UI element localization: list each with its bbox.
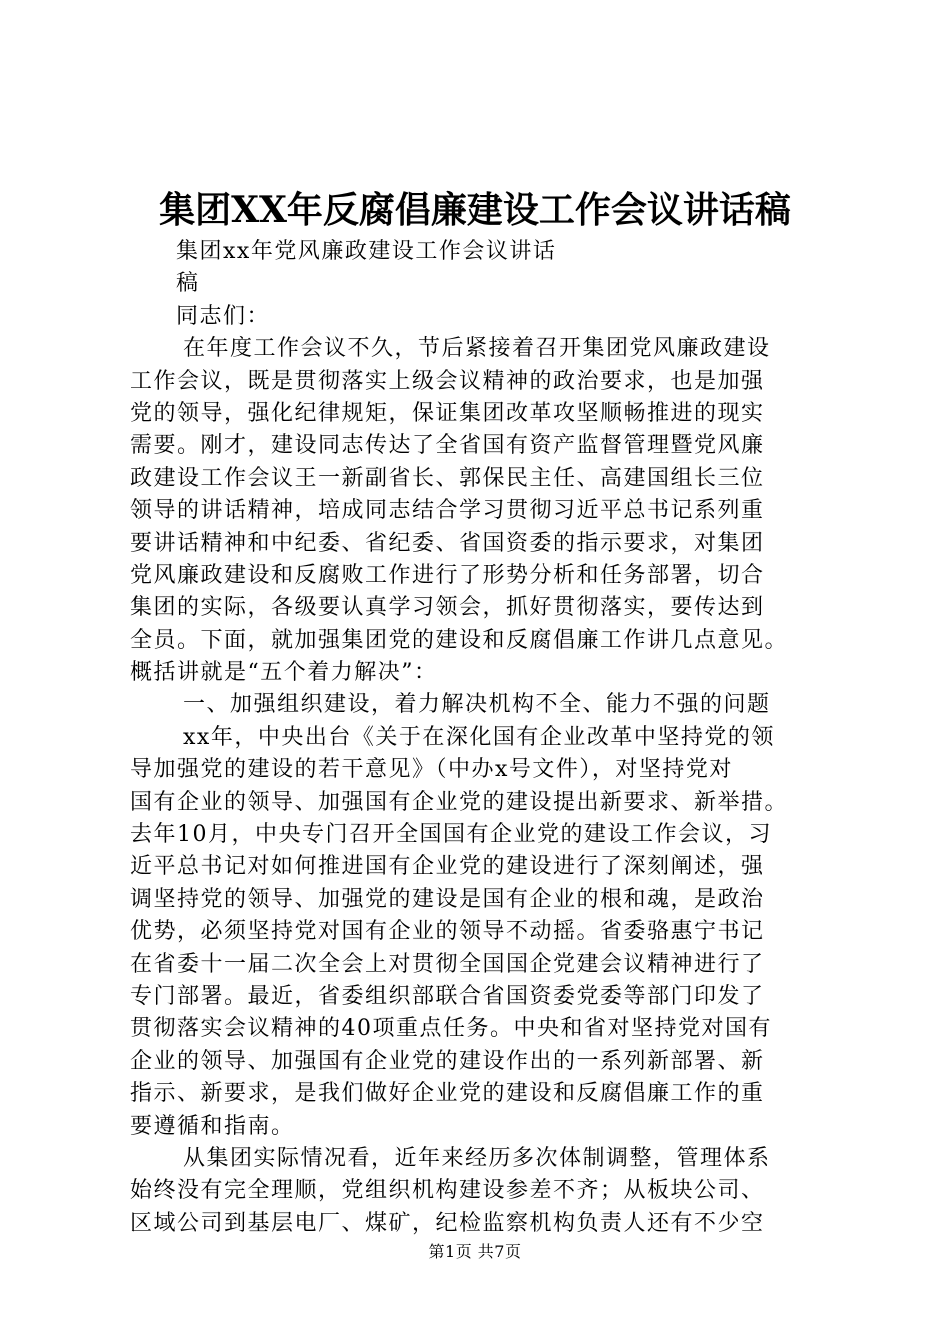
paragraph-line: xx年，中央出台《关于在深化国有企业改革中坚持党的领 xyxy=(183,724,775,750)
salutation: 同志们： xyxy=(176,303,271,329)
subtitle-line-2: 稿 xyxy=(176,271,200,297)
paragraph-line: 要遵循和指南。 xyxy=(130,1113,295,1139)
paragraph-line: 区域公司到基层电厂、煤矿，纪检监察机构负责人还有不少空 xyxy=(130,1210,765,1236)
paragraph-line: 从集团实际情况看，近年来经历多次体制调整，管理体系 xyxy=(183,1145,771,1171)
section-heading: 一、加强组织建设，着力解决机构不全、能力不强的问题 xyxy=(183,692,771,718)
paragraph-line: 政建设工作会议王一新副省长、郭保民主任、高建国组长三位 xyxy=(130,465,765,491)
paragraph-line: 指示、新要求，是我们做好企业党的建设和反腐倡廉工作的重 xyxy=(130,1081,765,1107)
paragraph-line: 要讲话精神和中纪委、省纪委、省国资委的指示要求，对集团 xyxy=(130,530,765,556)
paragraph-line: 概括讲就是“五个着力解决”： xyxy=(130,660,438,686)
document-title: 集团XX年反腐倡廉建设工作会议讲话稿 xyxy=(159,189,791,231)
paragraph-line: 近平总书记对如何推进国有企业党的建设进行了深刻阐述，强 xyxy=(130,854,765,880)
paragraph-line: 党的领导，强化纪律规矩，保证集团改革攻坚顺畅推进的现实 xyxy=(130,400,765,426)
paragraph-line: 在年度工作会议不久，节后紧接着召开集团党风廉政建设 xyxy=(183,336,771,362)
paragraph-line: 专门部署。最近，省委组织部联合省国资委党委等部门印发了 xyxy=(130,983,765,1009)
paragraph-line: 贯彻落实会议精神的40项重点任务。中央和省对坚持党对国有 xyxy=(130,1016,772,1042)
document-body xyxy=(130,236,850,1240)
paragraph-line: 始终没有完全理顺，党组织机构建设参差不齐；从板块公司、 xyxy=(130,1178,765,1204)
paragraph-line: 国有企业的领导、加强国有企业党的建设提出新要求、新举措。 xyxy=(130,789,789,815)
paragraph-line: 工作会议，既是贯彻落实上级会议精神的政治要求，也是加强 xyxy=(130,368,765,394)
paragraph-line: 领导的讲话精神，培成同志结合学习贯彻习近平总书记系列重 xyxy=(130,498,765,524)
subtitle-line-1: 集团xx年党风廉政建设工作会议讲话 xyxy=(176,239,557,264)
paragraph-line: 企业的领导、加强国有企业党的建设作出的一系列新部署、新 xyxy=(130,1048,765,1074)
page-footer: 第1页 共7页 xyxy=(428,1242,522,1261)
paragraph-line: 全员。下面，就加强集团党的建设和反腐倡廉工作讲几点意见。 xyxy=(130,627,789,653)
paragraph-line: 在省委十一届二次全会上对贯彻全国国企党建会议精神进行了 xyxy=(130,951,765,977)
paragraph-line: 党风廉政建设和反腐败工作进行了形势分析和任务部署，切合 xyxy=(130,562,765,588)
paragraph-line: 优势，必须坚持党对国有企业的领导不动摇。省委骆惠宁书记 xyxy=(130,919,765,945)
paragraph-line: 调坚持党的领导、加强党的建设是国有企业的根和魂，是政治 xyxy=(130,886,765,912)
paragraph-line: 需要。刚才，建设同志传达了全省国有资产监督管理暨党风廉 xyxy=(130,433,765,459)
paragraph-line: 集团的实际，各级要认真学习领会，抓好贯彻落实，要传达到 xyxy=(130,595,765,621)
paragraph-line: 导加强党的建设的若干意见》（中办x号文件），对坚持党对 xyxy=(130,757,733,783)
paragraph-line: 去年10月，中央专门召开全国国有企业党的建设工作会议，习 xyxy=(130,822,772,848)
